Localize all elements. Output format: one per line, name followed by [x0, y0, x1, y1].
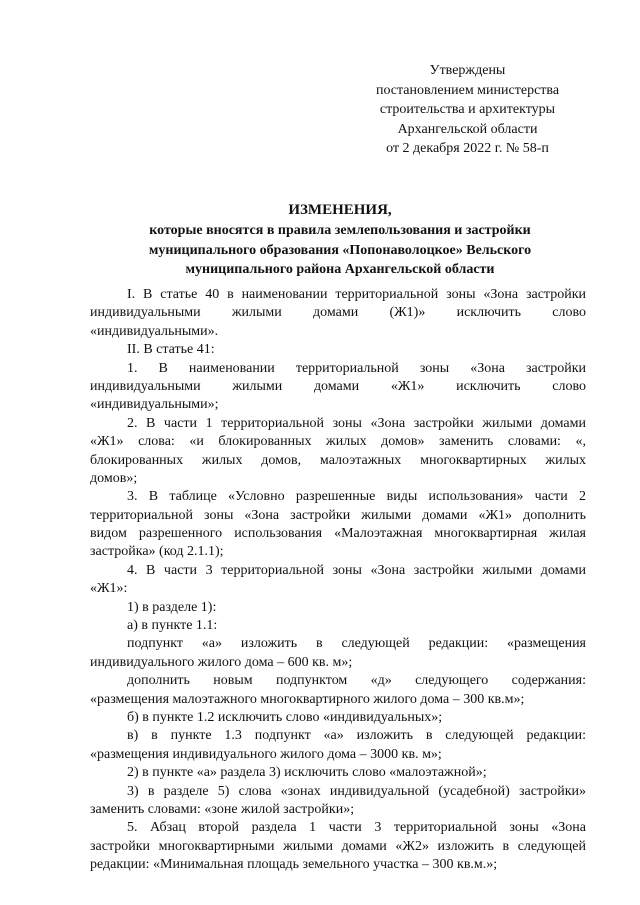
body-line: блокированных жилых домов, малоэтажных многоквартирных жилых [90, 452, 586, 468]
subtitle-line: муниципального района Архангельской области [185, 262, 495, 277]
body-line: подпункт «а» изложить в следующей редакции: «размещения [127, 636, 586, 652]
body-line: видом разрешенного использования «Малоэтажная многоквартирная жилая [90, 526, 586, 542]
body-line: 1. В наименовании территориальной зоны «Зона застройки [127, 360, 586, 376]
body-line: 3. В таблице «Условно разрешенные виды использования» части 2 [127, 489, 586, 505]
document-body [90, 286, 586, 875]
body-line: I. В статье 40 в наименовании территориальной зоны «Зона застройки [127, 287, 586, 302]
body-line: индивидуальными жилыми домами «Ж1» исключить слово [90, 378, 586, 394]
body-line: индивидуальными жилыми домами (Ж1)» исключить слово [90, 305, 586, 321]
body-line: 5. Абзац второй раздела 1 части 3 территориальной зоны «Зона [127, 820, 586, 836]
document-subtitle [90, 221, 590, 280]
approval-line: строительства и архитектуры [379, 102, 556, 117]
document-title: ИЗМЕНЕНИЯ, [288, 202, 392, 218]
body-line: а) в пункте 1.1: [127, 618, 218, 634]
body-line: домов»; [90, 470, 138, 486]
body-line: «Ж1» слова: «и блокированных жилых домов» заменить словами: «, [90, 434, 586, 450]
body-line: «индивидуальными». [90, 323, 219, 339]
body-line: 1) в разделе 1): [127, 599, 217, 615]
subtitle-line: муниципального образования «Попонаволоцкое» Вельского [148, 242, 532, 258]
approval-stamp [350, 61, 585, 159]
body-line: 2. В части 1 территориальной зоны «Зона застройки жилыми домами [127, 415, 586, 431]
body-line: дополнить новым подпунктом «д» следующего содержания: [127, 673, 586, 689]
subtitle-line: которые вносятся в правила землепользования и застройки [149, 223, 531, 238]
approval-line: Архангельской области [397, 121, 538, 137]
approval-line: Утверждены [429, 63, 506, 78]
body-line: редакции: «Минимальная площадь земельного участка – 300 кв.м.»; [90, 857, 498, 873]
body-line: «индивидуальными»; [90, 397, 219, 413]
approval-line: постановлением министерства [375, 82, 560, 98]
body-line: заменить словами: «зоне жилой застройки»; [90, 801, 355, 817]
body-line: «размещения малоэтажного многоквартирного жилого дома – 300 кв.м»; [90, 691, 525, 707]
body-line: «Ж1»: [90, 581, 128, 597]
body-line: II. В статье 41: [127, 342, 215, 358]
body-line: застройки многоквартирными жилыми домами «Ж2» изложить в следующей [90, 838, 586, 854]
body-line: 2) в пункте «а» раздела 3) исключить слово «малоэтажной»; [127, 765, 487, 781]
document-heading [90, 199, 590, 280]
body-line: индивидуального жилого дома – 600 кв. м»; [90, 654, 353, 670]
body-line: застройка» (код 2.1.1); [90, 544, 224, 560]
body-line: в) в пункте 1.3 подпункт «а» изложить в следующей редакции: [127, 728, 586, 744]
approval-line: от 2 декабря 2022 г. № 58-п [386, 141, 549, 156]
body-line: 4. В части 3 территориальной зоны «Зона застройки жилыми домами [127, 562, 586, 578]
body-line: территориальной зоны «Зона застройки жилыми домами «Ж1» дополнить [90, 507, 586, 523]
body-line: «размещения индивидуального жилого дома – 3000 кв. м»; [90, 746, 442, 762]
body-line: б) в пункте 1.2 исключить слово «индивидуальных»; [127, 709, 443, 725]
body-line: 3) в разделе 5) слова «зонах индивидуальной (усадебной) застройки» [127, 783, 586, 799]
